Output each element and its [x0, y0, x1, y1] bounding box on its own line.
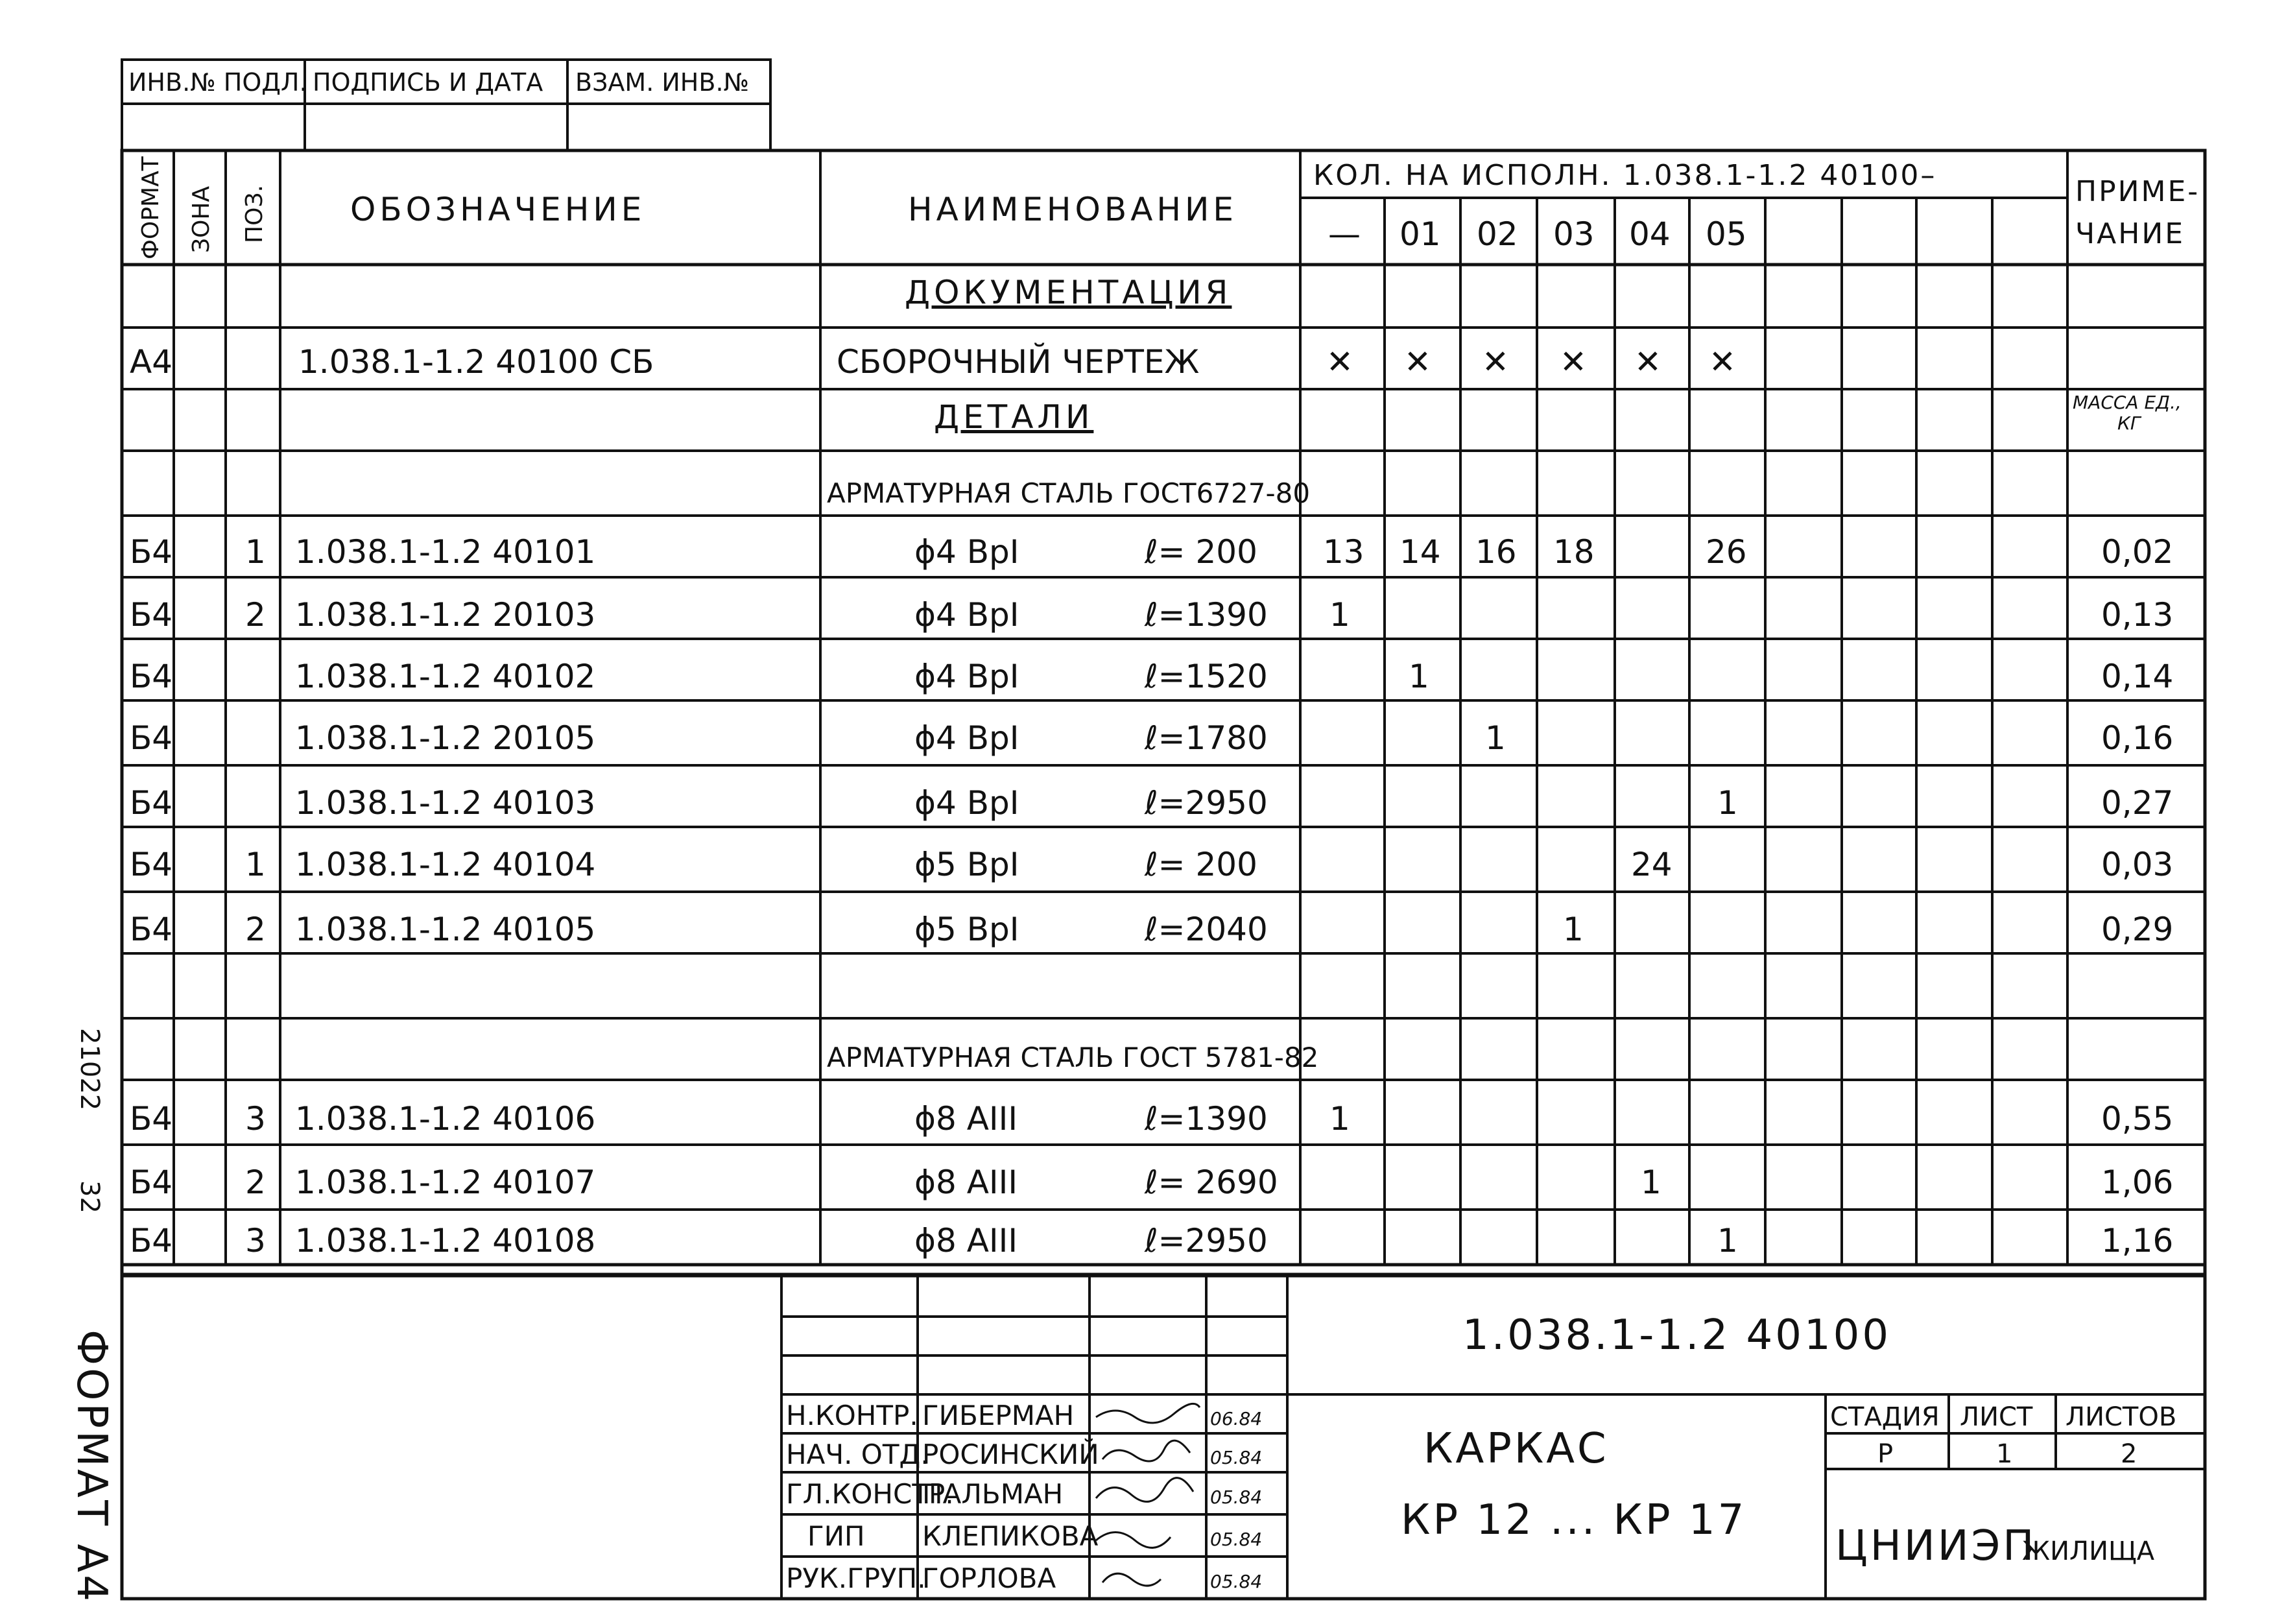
row-format: Б4: [130, 911, 173, 948]
row-pos: 1: [245, 846, 266, 883]
title-sheet: 1: [1996, 1439, 2013, 1469]
staff-date: 05.84: [1210, 1571, 1263, 1592]
row-qty-1: 1: [1409, 658, 1429, 695]
row-designation: 1.038.1-1.2 40101: [295, 533, 596, 571]
row-qty-1: 14: [1399, 533, 1441, 571]
header-primechanie-2: ЧАНИЕ: [2075, 217, 2185, 250]
table-row: [130, 1164, 2173, 1201]
massa-label-1: МАССА ЕД.,: [2073, 392, 2182, 413]
row-qty-3: 1: [1563, 911, 1584, 948]
doc-mark-2: ✕: [1482, 343, 1509, 381]
detail-rows-2: [130, 1100, 2173, 1260]
row-length: ℓ= 200: [1145, 846, 1257, 883]
row-bar: ϕ4 BpI: [914, 533, 1019, 571]
header-oboznachenie: ОБОЗНАЧЕНИЕ: [350, 191, 646, 228]
row-format: Б4: [130, 784, 173, 822]
section-steel-2: АРМАТУРНАЯ СТАЛЬ ГОСТ 5781-82: [827, 1042, 1319, 1073]
section-steel-1: АРМАТУРНАЯ СТАЛЬ ГОСТ6727-80: [827, 477, 1311, 509]
row-bar: ϕ4 BpI: [914, 784, 1019, 822]
title-name-1: КАРКАС: [1423, 1425, 1609, 1473]
row-pos: 1: [245, 533, 266, 571]
row-length: ℓ=1390: [1145, 1100, 1268, 1138]
stamp-inv-podl: ИНВ.№ ПОДЛ.: [128, 68, 307, 97]
row-mass: 0,02: [2101, 533, 2174, 571]
kol-col-1: 01: [1399, 215, 1441, 253]
doc-row-designation: 1.038.1-1.2 40100 СБ: [298, 343, 654, 381]
signature-mark: [1102, 1440, 1190, 1461]
row-bar: ϕ8 AIII: [914, 1164, 1018, 1201]
row-mass: 0,27: [2101, 784, 2174, 822]
table-row: [130, 596, 2173, 634]
detail-rows-1: [130, 533, 2173, 948]
side-number-1: 21022: [75, 1028, 104, 1111]
title-doc-number: 1.038.1-1.2 40100: [1462, 1311, 1892, 1359]
row-bar: ϕ5 BpI: [914, 911, 1019, 948]
section-documentation: ДОКУМЕНТАЦИЯ: [905, 274, 1232, 311]
kol-col-3: 03: [1553, 215, 1595, 253]
header-kol-title: КОЛ. НА ИСПОЛН. 1.038.1-1.2 40100–: [1313, 159, 1937, 192]
row-format: Б4: [130, 1100, 173, 1138]
table-row: [130, 1100, 2173, 1138]
header-poz: ПОЗ.: [241, 185, 268, 243]
row-qty-0: 1: [1329, 1100, 1350, 1138]
row-mass: 0,14: [2101, 658, 2174, 695]
row-qty-4: 1: [1641, 1164, 1661, 1201]
header-zona: ЗОНА: [188, 185, 215, 253]
staff-name: ПАЛЬМАН: [922, 1478, 1064, 1510]
row-bar: ϕ8 AIII: [914, 1222, 1018, 1260]
header-format: ФОРМАТ: [137, 156, 164, 259]
massa-label-2: КГ: [2117, 412, 2141, 434]
title-sheets-label: ЛИСТОВ: [2066, 1402, 2177, 1432]
table-row: [130, 658, 2173, 695]
row-format: Б4: [130, 596, 173, 634]
kol-col-2: 02: [1477, 215, 1518, 253]
doc-row: [130, 342, 1736, 381]
row-qty-2: 1: [1485, 719, 1506, 757]
staff-row: [786, 1562, 1262, 1594]
row-length: ℓ= 2690: [1145, 1164, 1278, 1201]
staff-role: Н.КОНТР.: [786, 1400, 918, 1431]
row-pos: 3: [245, 1222, 266, 1260]
table-row: [130, 719, 2173, 757]
doc-mark-1: ✕: [1404, 343, 1431, 381]
kol-col-0: —: [1328, 215, 1361, 253]
table-row: [130, 784, 2173, 822]
row-designation: 1.038.1-1.2 20103: [295, 596, 596, 634]
table-row: [130, 1222, 2173, 1260]
row-qty-0: 13: [1323, 533, 1364, 571]
row-designation: 1.038.1-1.2 40106: [295, 1100, 596, 1138]
row-length: ℓ= 200: [1145, 533, 1257, 571]
staff-row: [786, 1400, 1262, 1431]
doc-mark-3: ✕: [1560, 343, 1587, 381]
row-length: ℓ=2040: [1145, 911, 1268, 948]
stamp-vzam-inv: ВЗАМ. ИНВ.№: [575, 68, 750, 97]
table-row: [130, 533, 2173, 571]
row-pos: 2: [245, 1164, 266, 1201]
row-length: ℓ=2950: [1145, 784, 1268, 822]
row-designation: 1.038.1-1.2 20105: [295, 719, 596, 757]
row-format: Б4: [130, 533, 173, 571]
staff-date: 05.84: [1210, 1487, 1263, 1508]
row-length: ℓ=1390: [1145, 596, 1268, 634]
row-qty-5: 1: [1717, 784, 1738, 822]
section-details: ДЕТАЛИ: [934, 398, 1094, 436]
signature-mark: [1096, 1533, 1171, 1548]
row-format: Б4: [130, 846, 173, 883]
doc-mark-4: ✕: [1634, 343, 1661, 381]
row-qty-2: 16: [1475, 533, 1517, 571]
doc-mark-5: ✕: [1709, 343, 1736, 381]
row-mass: 0,55: [2101, 1100, 2174, 1138]
row-designation: 1.038.1-1.2 40104: [295, 846, 596, 883]
row-mass: 0,13: [2101, 596, 2174, 634]
row-qty-3: 18: [1553, 533, 1595, 571]
row-format: Б4: [130, 658, 173, 695]
staff-date: 05.84: [1210, 1447, 1263, 1468]
staff-name: ГИБЕРМАН: [922, 1400, 1075, 1431]
row-bar: ϕ4 BpI: [914, 719, 1019, 757]
row-length: ℓ=1520: [1145, 658, 1268, 695]
kol-col-4: 04: [1629, 215, 1671, 253]
header-naimenovanie: НАИМЕНОВАНИЕ: [908, 191, 1237, 228]
row-qty-0: 1: [1329, 596, 1350, 634]
staff-role: ГИП: [807, 1520, 865, 1552]
signature-mark: [1096, 1478, 1193, 1502]
title-org-suffix: ЖИЛИЩА: [2022, 1536, 2155, 1566]
row-pos: 2: [245, 596, 266, 634]
row-mass: 1,16: [2101, 1222, 2174, 1260]
row-designation: 1.038.1-1.2 40103: [295, 784, 596, 822]
title-stage-label: СТАДИЯ: [1830, 1402, 1940, 1432]
row-mass: 1,06: [2101, 1164, 2174, 1201]
title-stage: Р: [1877, 1439, 1894, 1469]
title-org: ЦНИИЭП: [1835, 1522, 2037, 1570]
row-length: ℓ=2950: [1145, 1222, 1268, 1260]
row-bar: ϕ5 BpI: [914, 846, 1019, 883]
row-format: Б4: [130, 1164, 173, 1201]
staff-role: НАЧ. ОТД.: [786, 1439, 929, 1470]
staff-name: РОСИНСКИЙ: [922, 1439, 1099, 1470]
kol-col-5: 05: [1706, 215, 1747, 253]
staff-name: ГОРЛОВА: [922, 1562, 1056, 1594]
row-bar: ϕ4 BpI: [914, 658, 1019, 695]
row-mass: 0,16: [2101, 719, 2174, 757]
title-sheets: 2: [2121, 1439, 2137, 1469]
doc-mark-0: ✕: [1326, 343, 1353, 381]
row-designation: 1.038.1-1.2 40108: [295, 1222, 596, 1260]
row-qty-5: 26: [1706, 533, 1747, 571]
staff-role: ГЛ.КОНСТР.: [786, 1478, 954, 1510]
row-format: Б4: [130, 1222, 173, 1260]
row-designation: 1.038.1-1.2 40105: [295, 911, 596, 948]
staff-list: [786, 1400, 1262, 1594]
staff-name: КЛЕПИКОВА: [922, 1520, 1099, 1552]
side-format-a4: ФОРМАТ А4: [67, 1330, 115, 1604]
row-length: ℓ=1780: [1145, 719, 1268, 757]
header-primechanie-1: ПРИМЕ-: [2075, 175, 2200, 208]
row-bar: ϕ8 AIII: [914, 1100, 1018, 1138]
staff-row: [786, 1478, 1262, 1510]
signature-mark: [1096, 1403, 1200, 1423]
doc-row-format: А4: [130, 343, 173, 381]
row-mass: 0,29: [2101, 911, 2174, 948]
row-qty-4: 24: [1631, 846, 1673, 883]
row-qty-5: 1: [1717, 1222, 1738, 1260]
row-pos: 3: [245, 1100, 266, 1138]
row-format: Б4: [130, 719, 173, 757]
title-sheet-label: ЛИСТ: [1960, 1402, 2033, 1432]
staff-row: [807, 1520, 1262, 1552]
signature-mark: [1102, 1573, 1161, 1586]
table-row: [130, 846, 2173, 883]
staff-date: 06.84: [1210, 1408, 1263, 1429]
staff-row: [786, 1438, 1262, 1470]
row-designation: 1.038.1-1.2 40107: [295, 1164, 596, 1201]
table-row: [130, 911, 2173, 948]
row-bar: ϕ4 BpI: [914, 596, 1019, 634]
row-pos: 2: [245, 911, 266, 948]
row-mass: 0,03: [2101, 846, 2174, 883]
side-number-2: 32: [75, 1180, 104, 1213]
stamp-podpis-data: ПОДПИСЬ И ДАТА: [313, 68, 543, 97]
title-name-2: КР 12 ... КР 17: [1401, 1496, 1747, 1544]
staff-role: РУК.ГРУП.: [786, 1562, 926, 1594]
row-designation: 1.038.1-1.2 40102: [295, 658, 596, 695]
doc-row-name: СБОРОЧНЫЙ ЧЕРТЕЖ: [837, 343, 1200, 381]
staff-date: 05.84: [1210, 1529, 1263, 1550]
